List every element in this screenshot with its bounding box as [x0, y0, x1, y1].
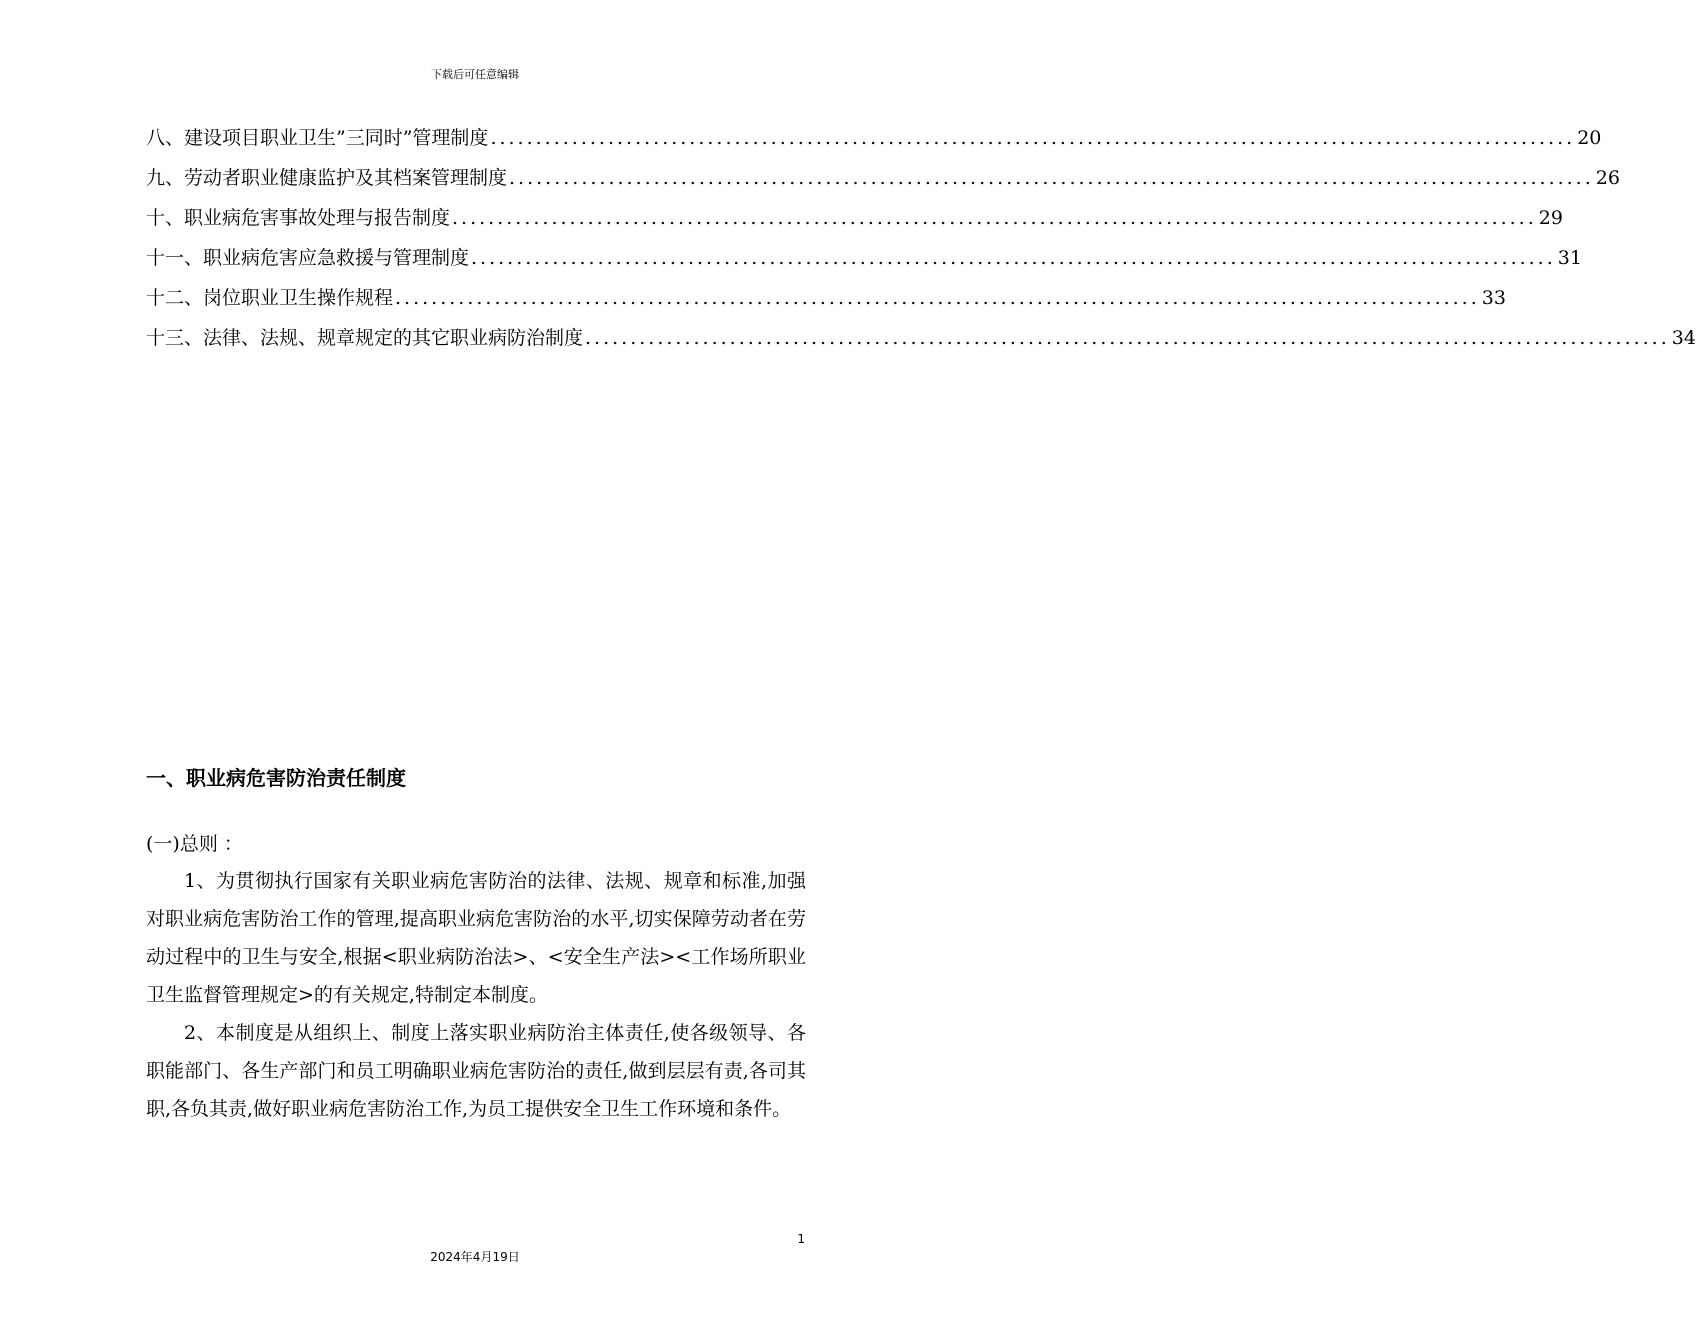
subsection-heading: (一)总则 ： [146, 833, 243, 855]
toc-leader-dots: ........................................................................................................................ [395, 287, 1480, 309]
toc-entry-title: 十二、岗位职业卫生操作规程 [146, 287, 394, 309]
toc-entry-page: 29 [1538, 207, 1563, 229]
toc-entry-page: 34 [1671, 327, 1696, 349]
toc-entry-page: 31 [1557, 247, 1582, 269]
toc-entry-page: 33 [1481, 287, 1506, 309]
section-body [146, 862, 806, 1128]
footer-date: 2024年4月19日 [430, 1250, 520, 1264]
toc-entry[interactable] [146, 118, 1602, 158]
body-paragraph: 1、为贯彻执行国家有关职业病危害防治的法律、法规、规章和标准,加强对职业病危害防治工作的管理,提高职业病危害防治的水平,切实保障劳动者在劳动过程中的卫生与安全,根据<职业病防治法>、<安全生产法><工作场所职业卫生监督管理规定>的有关规定,特制定本制度。 [146, 870, 806, 1006]
toc-entry[interactable] [146, 198, 1563, 238]
toc-entry-page: 20 [1577, 127, 1602, 149]
toc-leader-dots: ........................................................................................................................ [585, 327, 1670, 349]
toc-entry-title: 十三、法律、法规、规章规定的其它职业病防治制度 [146, 327, 584, 349]
section-heading: 一、职业病危害防治责任制度 [146, 766, 406, 790]
page-number: 1 [797, 1232, 805, 1246]
toc-leader-dots: ........................................................................................................................ [490, 127, 1576, 149]
toc-entry-title: 八、建设项目职业卫生”三同时”管理制度 [146, 127, 489, 149]
toc-entry[interactable] [146, 278, 1506, 318]
body-paragraph: 2、本制度是从组织上、制度上落实职业病防治主体责任,使各级领导、各职能部门、各生产部门和员工明确职业病危害防治的责任,做到层层有责,各司其职,各负其责,做好职业病危害防治工作,为员工提供安全卫生工作环境和条件。 [146, 1022, 806, 1120]
toc-entry-page: 26 [1595, 167, 1620, 189]
toc-entry-title: 十、职业病危害事故处理与报告制度 [146, 207, 451, 229]
toc-leader-dots: ........................................................................................................................ [509, 167, 1594, 189]
table-of-contents [146, 118, 1696, 358]
toc-entry[interactable] [146, 158, 1620, 198]
toc-entry-title: 十一、职业病危害应急救援与管理制度 [146, 247, 470, 269]
toc-entry-title: 九、劳动者职业健康监护及其档案管理制度 [146, 167, 508, 189]
toc-leader-dots: ........................................................................................................................ [452, 207, 1537, 229]
toc-entry[interactable] [146, 238, 1582, 278]
toc-entry[interactable] [146, 318, 1696, 358]
page-header: 下载后可任意编辑 [431, 68, 519, 81]
toc-leader-dots: ........................................................................................................................ [471, 247, 1556, 269]
